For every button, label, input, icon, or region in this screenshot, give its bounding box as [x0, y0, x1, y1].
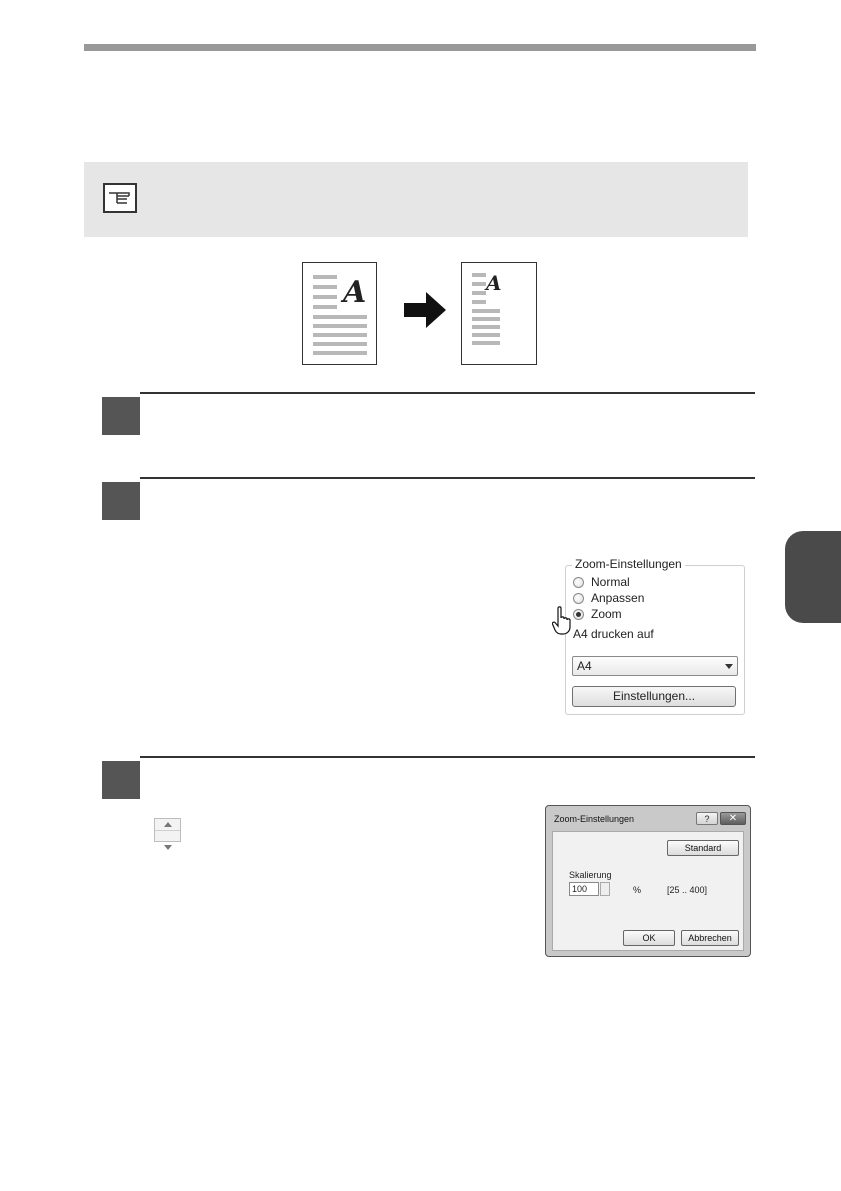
top-rule [84, 44, 756, 51]
chevron-down-icon [725, 664, 733, 669]
close-button[interactable]: ✕ [720, 812, 746, 825]
step-1-rule [140, 392, 755, 394]
step-2-rule [140, 477, 755, 479]
reduced-page-illustration [461, 262, 537, 365]
step-2-marker [102, 482, 140, 520]
radio-normal[interactable] [573, 577, 584, 588]
pointing-hand-icon [103, 183, 137, 213]
fit-to-paper-label: A4 drucken auf [573, 627, 654, 641]
scale-label: Skalierung [569, 870, 612, 880]
paper-size-value: A4 [577, 659, 592, 673]
radio-normal-label: Normal [591, 575, 630, 589]
up-down-spin-icon [154, 818, 181, 842]
scale-range: [25 .. 400] [667, 885, 708, 895]
radio-anpassen-label: Anpassen [591, 591, 645, 605]
note-box [84, 162, 748, 237]
dialog-body [552, 831, 744, 951]
step-3-rule [140, 756, 755, 758]
radio-zoom-label: Zoom [591, 607, 622, 621]
scale-spinner[interactable] [600, 882, 610, 896]
arrow-right-icon [404, 292, 446, 333]
radio-anpassen[interactable] [573, 593, 584, 604]
scale-unit: % [633, 885, 642, 895]
letter-a-glyph: A [343, 275, 367, 310]
radio-zoom[interactable] [573, 609, 584, 620]
dialog-title: Zoom-Einstellungen [554, 814, 635, 824]
settings-button[interactable]: Einstellungen... [572, 686, 736, 707]
step-3-marker [102, 761, 140, 799]
paper-size-select[interactable] [572, 656, 738, 676]
ok-button[interactable]: OK [623, 930, 675, 946]
cancel-button[interactable]: Abbrechen [681, 930, 739, 946]
scale-input[interactable]: 100 [569, 882, 599, 896]
zoom-settings-legend: Zoom-Einstellungen [572, 557, 685, 571]
step-1-marker [102, 397, 140, 435]
letter-a-glyph-small: A [486, 271, 502, 295]
standard-button[interactable]: Standard [667, 840, 739, 856]
help-button[interactable]: ? [696, 812, 718, 825]
chapter-tab [785, 531, 841, 623]
zoom-settings-dialog [545, 805, 751, 957]
original-page-illustration [302, 262, 377, 365]
hand-cursor-icon [552, 606, 574, 641]
